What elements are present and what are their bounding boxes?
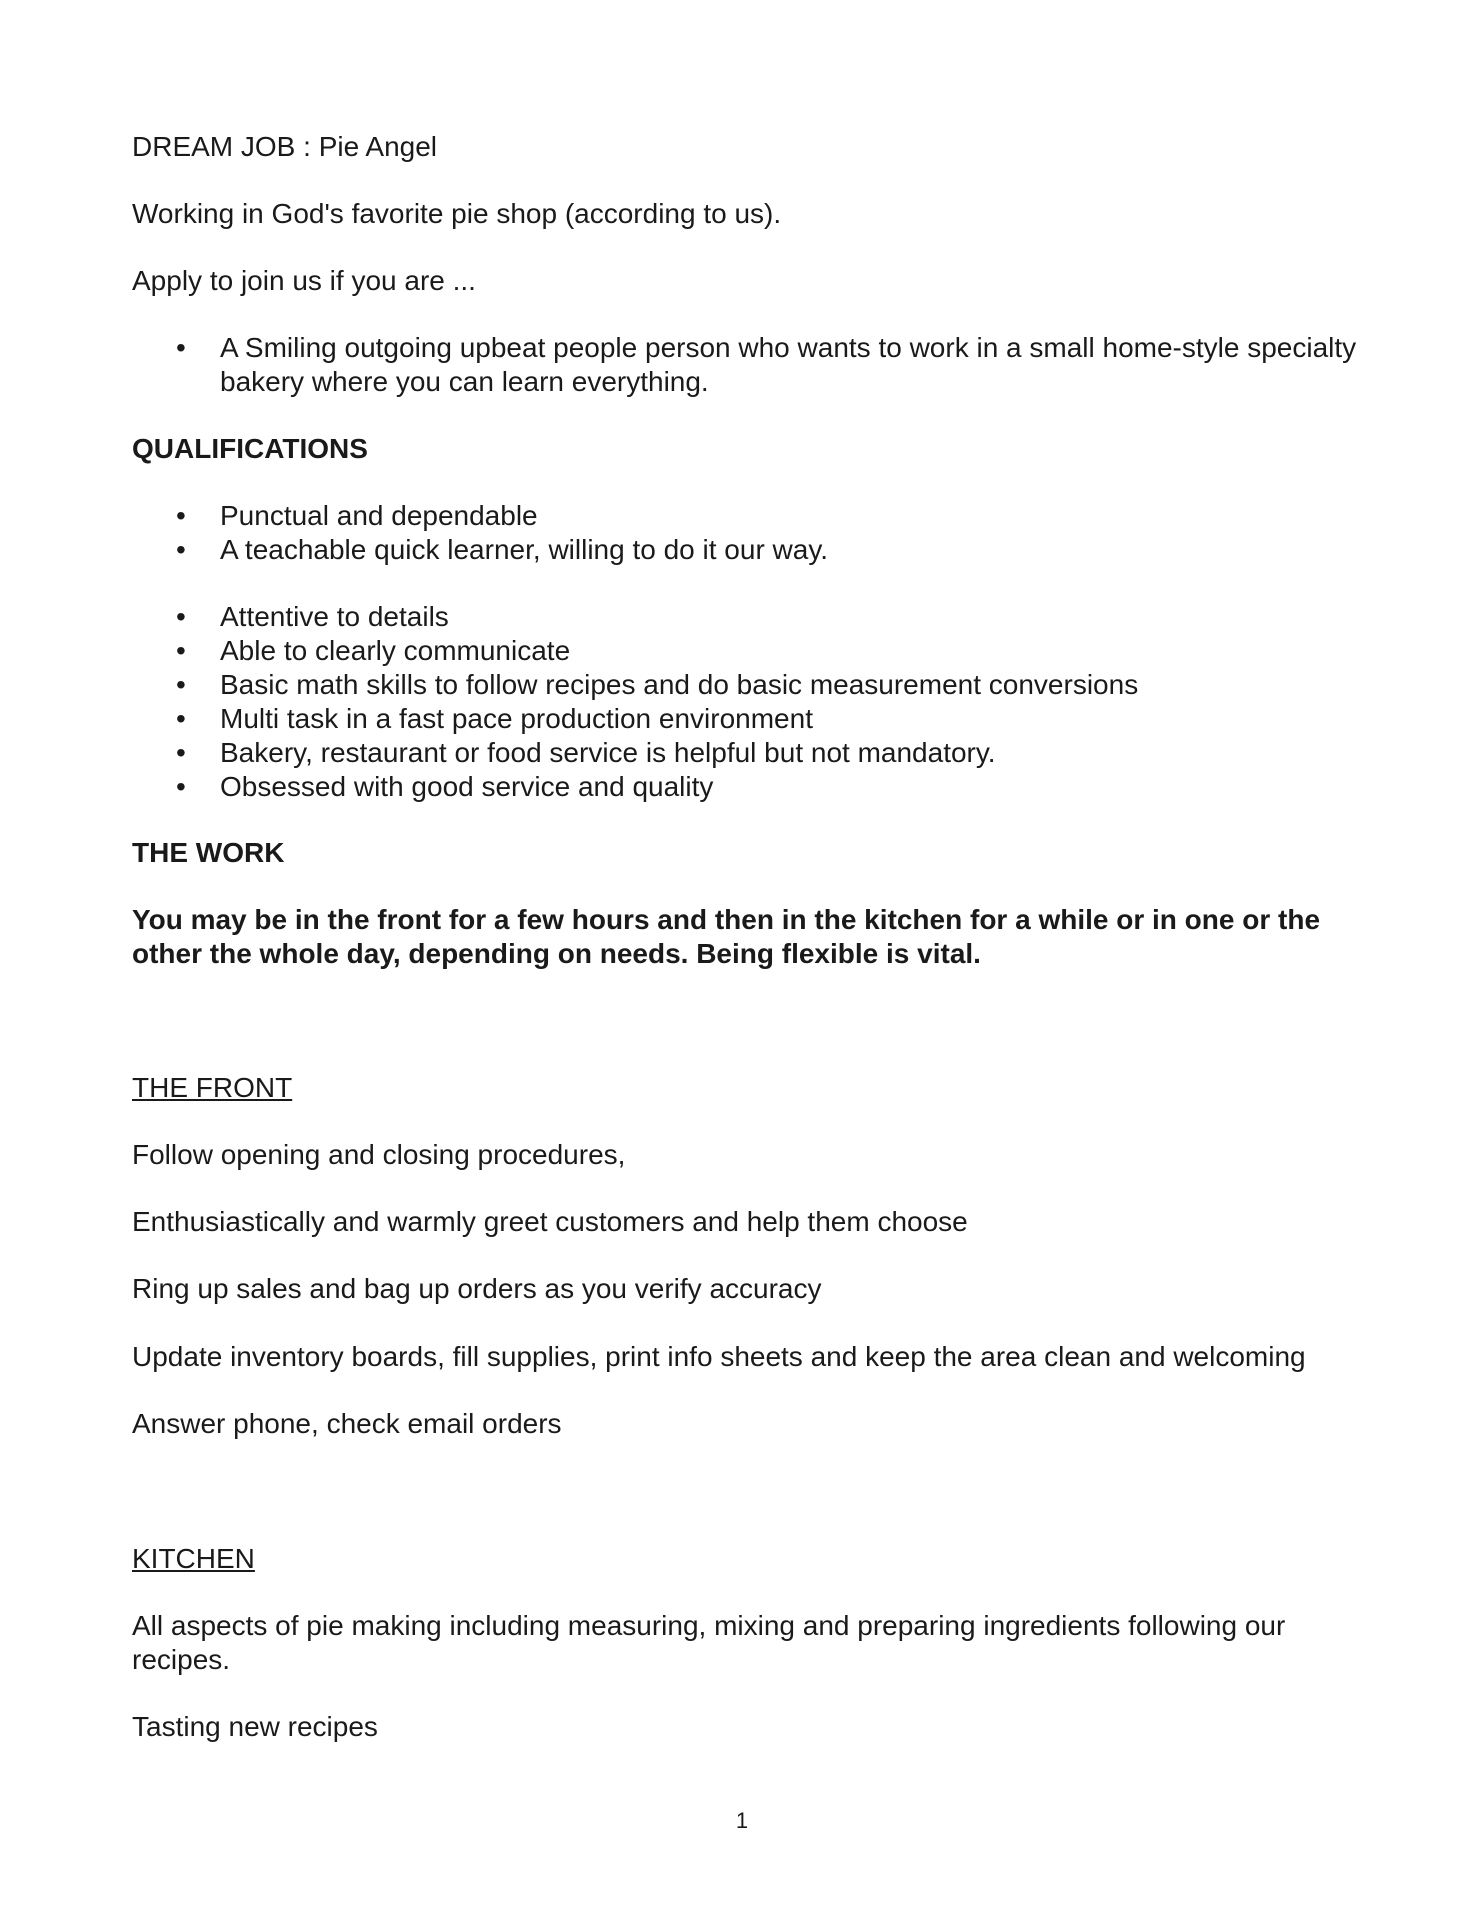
- list-item: [132, 702, 1372, 736]
- list-item-text: Multi task in a fast pace production environment: [220, 703, 813, 734]
- intro-paragraph: Working in God's favorite pie shop (according to us).: [132, 198, 782, 229]
- list-item-text: Attentive to details: [220, 601, 449, 632]
- list-item-text: Punctual and dependable: [220, 500, 538, 531]
- list-item: [132, 668, 1372, 702]
- list-item: [132, 770, 1372, 804]
- apply-bullet-list: [132, 331, 1372, 399]
- list-item: [132, 600, 1372, 634]
- list-item: [132, 499, 1372, 533]
- list-item-text: Basic math skills to follow recipes and do basic measurement conversions: [220, 669, 1139, 700]
- qualifications-heading: QUALIFICATIONS: [132, 433, 368, 464]
- qualifications-list-1: [132, 499, 1372, 567]
- list-item: [132, 736, 1372, 770]
- apply-paragraph: Apply to join us if you are ...: [132, 265, 476, 296]
- front-item-greet: Enthusiastically and warmly greet customers and help them choose: [132, 1206, 968, 1237]
- kitchen-item-pie-making: All aspects of pie making including measuring, mixing and preparing ingredients following our recipes.: [132, 1610, 1286, 1675]
- bullet-icon: •: [176, 737, 186, 768]
- front-item-inventory: Update inventory boards, fill supplies, print info sheets and keep the area clean and welcoming: [132, 1341, 1306, 1372]
- list-item-text: A teachable quick learner, willing to do it our way.: [220, 534, 829, 565]
- the-work-paragraph: You may be in the front for a few hours and then in the kitchen for a while or in one or the other the whole day, depending on needs. Being flexible is vital.: [132, 904, 1321, 969]
- bullet-icon: •: [176, 500, 186, 531]
- bullet-icon: •: [176, 669, 186, 700]
- kitchen-heading: KITCHEN: [132, 1543, 255, 1574]
- list-item-text: Able to clearly communicate: [220, 635, 571, 666]
- list-item: [132, 533, 1372, 567]
- list-item-text: Obsessed with good service and quality: [220, 771, 714, 802]
- bullet-icon: •: [176, 601, 186, 632]
- front-item-sales: Ring up sales and bag up orders as you verify accuracy: [132, 1273, 822, 1304]
- kitchen-item-tasting: Tasting new recipes: [132, 1711, 378, 1742]
- front-item-phone: Answer phone, check email orders: [132, 1408, 562, 1439]
- bullet-icon: •: [176, 635, 186, 666]
- bullet-icon: •: [176, 703, 186, 734]
- bullet-icon: •: [176, 534, 186, 565]
- the-front-heading: THE FRONT: [132, 1072, 293, 1103]
- bullet-icon: •: [176, 332, 186, 363]
- page-number: 1: [735, 1808, 749, 1833]
- list-item-text: A Smiling outgoing upbeat people person who wants to work in a small home-style specialty bakery where you can learn everything.: [220, 332, 1357, 397]
- list-item: [132, 331, 1372, 399]
- list-item: [132, 634, 1372, 668]
- the-work-heading: THE WORK: [132, 837, 285, 868]
- document-title: DREAM JOB : Pie Angel: [132, 131, 438, 162]
- list-item-text: Bakery, restaurant or food service is helpful but not mandatory.: [220, 737, 996, 768]
- bullet-icon: •: [176, 771, 186, 802]
- qualifications-list-2: [132, 600, 1372, 804]
- front-item-opening: Follow opening and closing procedures,: [132, 1139, 626, 1170]
